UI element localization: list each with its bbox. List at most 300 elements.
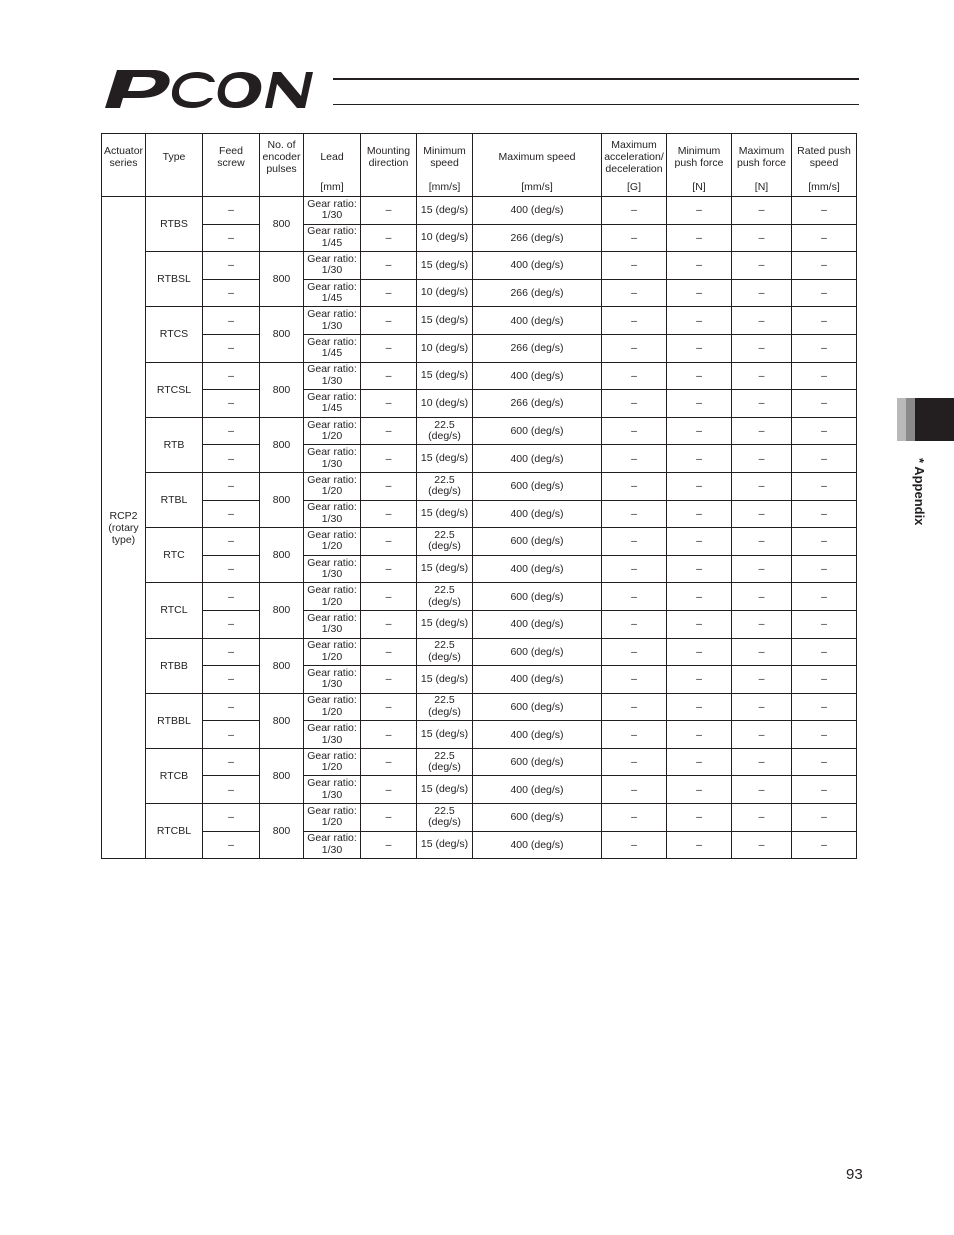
mounting-direction-cell: – [361, 776, 417, 804]
max-push-cell: – [732, 610, 792, 638]
min-push-cell: – [667, 445, 732, 473]
mounting-direction-cell: – [361, 638, 417, 666]
feed-screw-cell: – [203, 583, 260, 611]
table-row [102, 555, 857, 583]
accel-cell: – [602, 445, 667, 473]
lead-cell: Gear ratio: 1/20 [304, 472, 361, 500]
table-row [102, 666, 857, 694]
table-row [102, 804, 857, 832]
max-push-cell: – [732, 528, 792, 556]
push-speed-cell: – [792, 748, 857, 776]
min-push-cell: – [667, 417, 732, 445]
mounting-direction-cell: – [361, 804, 417, 832]
feed-screw-cell: – [203, 610, 260, 638]
table-row [102, 362, 857, 390]
push-speed-cell: – [792, 555, 857, 583]
header-unit [146, 180, 202, 196]
type-cell: RTBS [146, 197, 203, 252]
accel-cell: – [602, 390, 667, 418]
header-unit: [mm/s] [428, 181, 461, 193]
header-rule-thin [333, 104, 859, 105]
header-mounting-direction [361, 134, 417, 197]
lead-cell: Gear ratio: 1/30 [304, 197, 361, 225]
lead-cell: Gear ratio: 1/20 [304, 528, 361, 556]
table-row [102, 445, 857, 473]
feed-screw-cell: – [203, 748, 260, 776]
feed-screw-cell: – [203, 804, 260, 832]
mounting-direction-cell: – [361, 390, 417, 418]
max-speed-cell: 266 (deg/s) [473, 224, 602, 252]
mounting-direction-cell: – [361, 279, 417, 307]
min-speed-cell: 15 (deg/s) [417, 307, 473, 335]
max-speed-cell: 400 (deg/s) [473, 500, 602, 528]
min-speed-cell: 22.5 (deg/s) [417, 528, 473, 556]
min-speed-cell: 22.5 (deg/s) [417, 804, 473, 832]
series-cell: RCP2 (rotary type) [102, 197, 146, 859]
accel-cell: – [602, 721, 667, 749]
header-unit: [mm/s] [521, 181, 553, 193]
tab-stripe-mid [906, 398, 915, 441]
lead-cell: Gear ratio: 1/45 [304, 279, 361, 307]
max-speed-cell: 600 (deg/s) [473, 472, 602, 500]
mounting-direction-cell: – [361, 500, 417, 528]
max-speed-cell: 400 (deg/s) [473, 307, 602, 335]
max-speed-cell: 400 (deg/s) [473, 831, 602, 859]
max-push-cell: – [732, 417, 792, 445]
type-cell: RTCB [146, 748, 203, 803]
feed-screw-cell: – [203, 252, 260, 280]
accel-cell: – [602, 748, 667, 776]
type-cell: RTBBL [146, 693, 203, 748]
header-actuator-series [102, 134, 146, 197]
mounting-direction-cell: – [361, 721, 417, 749]
max-push-cell: – [732, 555, 792, 583]
feed-screw-cell: – [203, 528, 260, 556]
min-speed-cell: 15 (deg/s) [417, 555, 473, 583]
actuator-spec-table [101, 133, 857, 859]
accel-cell: – [602, 804, 667, 832]
push-speed-cell: – [792, 417, 857, 445]
header-lead [304, 134, 361, 197]
push-speed-cell: – [792, 307, 857, 335]
lead-cell: Gear ratio: 1/20 [304, 748, 361, 776]
lead-cell: Gear ratio: 1/20 [304, 804, 361, 832]
accel-cell: – [602, 500, 667, 528]
max-speed-cell: 600 (deg/s) [473, 417, 602, 445]
mounting-direction-cell: – [361, 252, 417, 280]
min-push-cell: – [667, 224, 732, 252]
header-unit [361, 180, 416, 196]
min-speed-cell: 15 (deg/s) [417, 776, 473, 804]
min-push-cell: – [667, 831, 732, 859]
header-label: Rated push speed [797, 145, 851, 169]
max-speed-cell: 600 (deg/s) [473, 693, 602, 721]
header-maximum-push-force [732, 134, 792, 197]
header-minimum-push-force [667, 134, 732, 197]
max-push-cell: – [732, 307, 792, 335]
max-push-cell: – [732, 390, 792, 418]
accel-cell: – [602, 334, 667, 362]
max-speed-cell: 400 (deg/s) [473, 666, 602, 694]
lead-cell: Gear ratio: 1/30 [304, 666, 361, 694]
header-unit: [mm] [320, 181, 344, 193]
type-cell: RTCBL [146, 804, 203, 859]
logo-letter-o [218, 72, 262, 108]
lead-cell: Gear ratio: 1/30 [304, 445, 361, 473]
feed-screw-cell: – [203, 197, 260, 225]
mounting-direction-cell: – [361, 528, 417, 556]
max-speed-cell: 600 (deg/s) [473, 748, 602, 776]
lead-cell: Gear ratio: 1/30 [304, 776, 361, 804]
feed-screw-cell: – [203, 417, 260, 445]
mounting-direction-cell: – [361, 748, 417, 776]
min-speed-cell: 15 (deg/s) [417, 610, 473, 638]
min-speed-cell: 10 (deg/s) [417, 279, 473, 307]
push-speed-cell: – [792, 472, 857, 500]
push-speed-cell: – [792, 528, 857, 556]
header-label: Maximum push force [736, 145, 787, 169]
feed-screw-cell: – [203, 693, 260, 721]
push-speed-cell: – [792, 804, 857, 832]
max-push-cell: – [732, 776, 792, 804]
min-speed-cell: 22.5 (deg/s) [417, 583, 473, 611]
encoder-pulses-cell: 800 [260, 472, 304, 527]
min-push-cell: – [667, 390, 732, 418]
lead-cell: Gear ratio: 1/20 [304, 417, 361, 445]
header-unit: [mm/s] [808, 181, 840, 193]
mounting-direction-cell: – [361, 472, 417, 500]
header-label: Feed screw [217, 145, 245, 169]
push-speed-cell: – [792, 721, 857, 749]
min-push-cell: – [667, 721, 732, 749]
feed-screw-cell: – [203, 721, 260, 749]
push-speed-cell: – [792, 197, 857, 225]
min-push-cell: – [667, 693, 732, 721]
table-row [102, 279, 857, 307]
max-speed-cell: 400 (deg/s) [473, 555, 602, 583]
accel-cell: – [602, 362, 667, 390]
type-cell: RTBB [146, 638, 203, 693]
max-speed-cell: 266 (deg/s) [473, 390, 602, 418]
push-speed-cell: – [792, 583, 857, 611]
min-speed-cell: 22.5 (deg/s) [417, 693, 473, 721]
min-push-cell: – [667, 528, 732, 556]
header-unit: [N] [692, 181, 706, 193]
header-rule [333, 78, 859, 80]
accel-cell: – [602, 224, 667, 252]
push-speed-cell: – [792, 693, 857, 721]
header-feed-screw [203, 134, 260, 197]
push-speed-cell: – [792, 224, 857, 252]
table-row [102, 472, 857, 500]
min-push-cell: – [667, 583, 732, 611]
type-cell: RTCSL [146, 362, 203, 417]
feed-screw-cell: – [203, 224, 260, 252]
feed-screw-cell: – [203, 638, 260, 666]
min-speed-cell: 22.5 (deg/s) [417, 748, 473, 776]
type-cell: RTB [146, 417, 203, 472]
encoder-pulses-cell: 800 [260, 307, 304, 362]
min-push-cell: – [667, 748, 732, 776]
encoder-pulses-cell: 800 [260, 197, 304, 252]
mounting-direction-cell: – [361, 555, 417, 583]
max-push-cell: – [732, 721, 792, 749]
max-speed-cell: 266 (deg/s) [473, 279, 602, 307]
header-unit [203, 180, 259, 196]
max-push-cell: – [732, 666, 792, 694]
min-speed-cell: 10 (deg/s) [417, 334, 473, 362]
max-speed-cell: 600 (deg/s) [473, 528, 602, 556]
lead-cell: Gear ratio: 1/30 [304, 307, 361, 335]
max-speed-cell: 400 (deg/s) [473, 252, 602, 280]
max-push-cell: – [732, 445, 792, 473]
min-push-cell: – [667, 334, 732, 362]
feed-screw-cell: – [203, 555, 260, 583]
feed-screw-cell: – [203, 390, 260, 418]
header-encoder-pulses [260, 134, 304, 197]
max-speed-cell: 600 (deg/s) [473, 583, 602, 611]
max-push-cell: – [732, 804, 792, 832]
table-row [102, 748, 857, 776]
feed-screw-cell: – [203, 831, 260, 859]
header-label: Actuator series [103, 145, 144, 169]
max-push-cell: – [732, 748, 792, 776]
mounting-direction-cell: – [361, 417, 417, 445]
feed-screw-cell: – [203, 776, 260, 804]
table-row [102, 334, 857, 362]
header-unit [260, 180, 303, 196]
pcon-logo [95, 64, 331, 112]
mounting-direction-cell: – [361, 445, 417, 473]
min-speed-cell: 22.5 (deg/s) [417, 638, 473, 666]
min-speed-cell: 15 (deg/s) [417, 721, 473, 749]
lead-cell: Gear ratio: 1/45 [304, 224, 361, 252]
max-speed-cell: 400 (deg/s) [473, 610, 602, 638]
logo-letter-p [105, 70, 170, 108]
max-speed-cell: 400 (deg/s) [473, 721, 602, 749]
min-speed-cell: 15 (deg/s) [417, 197, 473, 225]
table-row [102, 776, 857, 804]
accel-cell: – [602, 583, 667, 611]
min-push-cell: – [667, 804, 732, 832]
header-label: Minimum push force [674, 145, 724, 169]
min-speed-cell: 10 (deg/s) [417, 224, 473, 252]
accel-cell: – [602, 528, 667, 556]
encoder-pulses-cell: 800 [260, 638, 304, 693]
feed-screw-cell: – [203, 307, 260, 335]
lead-cell: Gear ratio: 1/20 [304, 583, 361, 611]
encoder-pulses-cell: 800 [260, 804, 304, 859]
table-body [102, 197, 857, 859]
lead-cell: Gear ratio: 1/45 [304, 334, 361, 362]
max-speed-cell: 600 (deg/s) [473, 804, 602, 832]
logo-letter-n [265, 72, 313, 108]
encoder-pulses-cell: 800 [260, 528, 304, 583]
accel-cell: – [602, 666, 667, 694]
table-header [102, 134, 857, 197]
appendix-side-tab [897, 398, 954, 441]
max-speed-cell: 400 (deg/s) [473, 362, 602, 390]
min-push-cell: – [667, 362, 732, 390]
min-speed-cell: 15 (deg/s) [417, 362, 473, 390]
lead-cell: Gear ratio: 1/30 [304, 831, 361, 859]
push-speed-cell: – [792, 445, 857, 473]
header-label: Mounting direction [366, 145, 411, 169]
mounting-direction-cell: – [361, 583, 417, 611]
tab-block-dark [915, 398, 954, 441]
accel-cell: – [602, 252, 667, 280]
mounting-direction-cell: – [361, 666, 417, 694]
header-label: Type [162, 151, 186, 163]
encoder-pulses-cell: 800 [260, 583, 304, 638]
min-push-cell: – [667, 472, 732, 500]
push-speed-cell: – [792, 776, 857, 804]
max-push-cell: – [732, 500, 792, 528]
type-cell: RTCS [146, 307, 203, 362]
header-label: Maximum speed [498, 151, 576, 163]
push-speed-cell: – [792, 610, 857, 638]
lead-cell: Gear ratio: 1/30 [304, 362, 361, 390]
mounting-direction-cell: – [361, 197, 417, 225]
min-push-cell: – [667, 500, 732, 528]
max-speed-cell: 266 (deg/s) [473, 334, 602, 362]
table-row [102, 197, 857, 225]
min-push-cell: – [667, 610, 732, 638]
push-speed-cell: – [792, 638, 857, 666]
push-speed-cell: – [792, 252, 857, 280]
header-label: Lead [320, 151, 344, 163]
push-speed-cell: – [792, 362, 857, 390]
table-row [102, 417, 857, 445]
lead-cell: Gear ratio: 1/45 [304, 390, 361, 418]
encoder-pulses-cell: 800 [260, 748, 304, 803]
accel-cell: – [602, 472, 667, 500]
accel-cell: – [602, 417, 667, 445]
tab-stripe-light [897, 398, 906, 441]
feed-screw-cell: – [203, 500, 260, 528]
lead-cell: Gear ratio: 1/30 [304, 721, 361, 749]
min-speed-cell: 15 (deg/s) [417, 252, 473, 280]
min-speed-cell: 15 (deg/s) [417, 445, 473, 473]
max-push-cell: – [732, 472, 792, 500]
min-push-cell: – [667, 776, 732, 804]
accel-cell: – [602, 307, 667, 335]
type-cell: RTCL [146, 583, 203, 638]
max-push-cell: – [732, 197, 792, 225]
min-push-cell: – [667, 666, 732, 694]
lead-cell: Gear ratio: 1/30 [304, 252, 361, 280]
push-speed-cell: – [792, 279, 857, 307]
header-row [102, 134, 857, 197]
lead-cell: Gear ratio: 1/30 [304, 555, 361, 583]
min-speed-cell: 22.5 (deg/s) [417, 472, 473, 500]
accel-cell: – [602, 610, 667, 638]
table-row [102, 831, 857, 859]
min-speed-cell: 15 (deg/s) [417, 666, 473, 694]
accel-cell: – [602, 776, 667, 804]
lead-cell: Gear ratio: 1/30 [304, 500, 361, 528]
max-push-cell: – [732, 362, 792, 390]
header-label: Maximum acceleration/ deceleration [604, 139, 664, 175]
encoder-pulses-cell: 800 [260, 693, 304, 748]
type-cell: RTBSL [146, 252, 203, 307]
page-number: 93 [846, 1166, 863, 1183]
min-push-cell: – [667, 197, 732, 225]
max-speed-cell: 400 (deg/s) [473, 197, 602, 225]
table-row [102, 693, 857, 721]
header-rated-push-speed [792, 134, 857, 197]
table-row [102, 252, 857, 280]
max-push-cell: – [732, 334, 792, 362]
max-push-cell: – [732, 693, 792, 721]
header-label: Minimum speed [423, 145, 466, 169]
max-speed-cell: 400 (deg/s) [473, 776, 602, 804]
max-speed-cell: 600 (deg/s) [473, 638, 602, 666]
push-speed-cell: – [792, 390, 857, 418]
table-row [102, 307, 857, 335]
header-unit: [N] [754, 181, 769, 193]
min-push-cell: – [667, 638, 732, 666]
min-speed-cell: 10 (deg/s) [417, 390, 473, 418]
accel-cell: – [602, 638, 667, 666]
min-push-cell: – [667, 279, 732, 307]
mounting-direction-cell: – [361, 610, 417, 638]
encoder-pulses-cell: 800 [260, 417, 304, 472]
mounting-direction-cell: – [361, 693, 417, 721]
type-cell: RTBL [146, 472, 203, 527]
mounting-direction-cell: – [361, 831, 417, 859]
min-speed-cell: 22.5 (deg/s) [417, 417, 473, 445]
min-push-cell: – [667, 555, 732, 583]
push-speed-cell: – [792, 666, 857, 694]
type-cell: RTC [146, 528, 203, 583]
push-speed-cell: – [792, 500, 857, 528]
accel-cell: – [602, 831, 667, 859]
header-unit [102, 180, 145, 196]
header-maximum-speed [473, 134, 602, 197]
max-push-cell: – [732, 279, 792, 307]
feed-screw-cell: – [203, 334, 260, 362]
accel-cell: – [602, 693, 667, 721]
push-speed-cell: – [792, 831, 857, 859]
feed-screw-cell: – [203, 472, 260, 500]
max-push-cell: – [732, 638, 792, 666]
feed-screw-cell: – [203, 279, 260, 307]
header-max-acceleration [602, 134, 667, 197]
table-row [102, 390, 857, 418]
table-row [102, 721, 857, 749]
lead-cell: Gear ratio: 1/20 [304, 638, 361, 666]
accel-cell: – [602, 197, 667, 225]
table-row [102, 500, 857, 528]
logo-letter-c [172, 72, 215, 108]
mounting-direction-cell: – [361, 224, 417, 252]
lead-cell: Gear ratio: 1/20 [304, 693, 361, 721]
table-row [102, 638, 857, 666]
feed-screw-cell: – [203, 666, 260, 694]
header-type [146, 134, 203, 197]
max-push-cell: – [732, 224, 792, 252]
min-speed-cell: 15 (deg/s) [417, 500, 473, 528]
max-push-cell: – [732, 583, 792, 611]
max-push-cell: – [732, 252, 792, 280]
mounting-direction-cell: – [361, 334, 417, 362]
header-label: No. of encoder pulses [262, 139, 301, 175]
encoder-pulses-cell: 800 [260, 252, 304, 307]
min-push-cell: – [667, 252, 732, 280]
header-unit: [G] [626, 181, 641, 193]
mounting-direction-cell: – [361, 362, 417, 390]
